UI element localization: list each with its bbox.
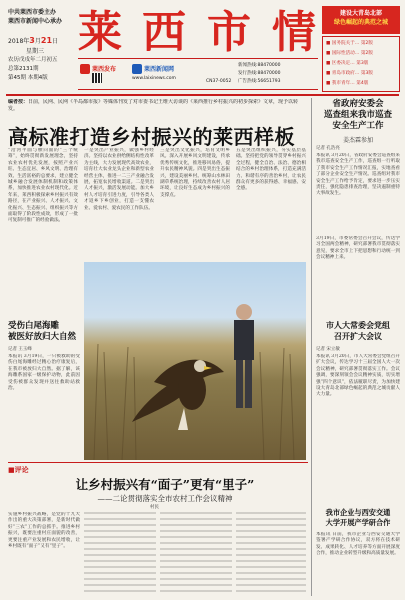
comment-label-text: 评论	[14, 466, 29, 474]
website-url[interactable]: www.laixinews.com	[132, 76, 176, 81]
promo-banner	[322, 6, 400, 34]
comment-col-4	[236, 512, 306, 594]
comment-byline: 村民	[150, 505, 159, 510]
comment-subhead: ——二论贯彻落实全市农村工作会议精神	[97, 494, 233, 503]
hotline-news-label: 新闻热线:	[238, 63, 258, 68]
hotline-dist	[238, 70, 280, 78]
right-bottom-headline-2: 大学开展产学研合作	[325, 518, 391, 527]
right-bottom-body: 本报讯 日前，我市企业与西安交通大学签署产学研合作协议，双方将在技术研发、成果转化、人才培养等方面开展深度合作，推动企业转型升级和高质量发展。	[316, 532, 400, 557]
eagle-headline-1: 受伤白尾海雕	[8, 321, 60, 331]
lead-article-col-2: 一是突出产业振兴，做强乡村经济。坚持以农业供给侧结构性改革为主线，大力发展现代高效农业，培育壮大农业龙头企业和新型农业经营主体，推进一二三产业融合发展，拓宽农民增收渠道。二是突出人才振兴，激活发展动能。加大乡村人才培育引进力度，引导各类人才返乡下乡创业，打造一支懂农业、爱农村、爱农民的工作队伍。	[84, 148, 154, 211]
right-mid-headline-2: 召开扩大会议	[334, 331, 382, 341]
publication-code: CN37-0052	[206, 79, 232, 84]
eagle-headline[interactable]	[8, 321, 80, 343]
index-box	[322, 36, 400, 92]
comment-label-box	[8, 462, 308, 463]
right-top-headline-1: 省政府安委会	[332, 99, 384, 109]
index-item-4[interactable]: ■ 青岛市政府… 第3版	[326, 71, 373, 76]
logo-label-2: 莱西新闻网	[144, 66, 175, 73]
hotline-news-number: 88470000	[257, 63, 281, 68]
right-column-divider	[311, 98, 312, 596]
comment-label: ■评论	[8, 466, 29, 474]
right-top-body-2: 3月19日，市委常委会召开会议，传达学习全国两会精神，研究部署我市贯彻落实意见，要求全市上下把思想和行动统一到会议精神上来。	[316, 236, 400, 261]
laixi-news-logo	[132, 62, 202, 86]
eagle-byline: 记者 王玉峰	[8, 347, 32, 352]
hotline-ad-label: 广告热线:	[238, 79, 258, 84]
right-top-headline-3: 安全生产工作	[332, 121, 384, 131]
editor-note-text: 日前，民网、民网《半岛都市报》等媒体刊发了对市委书记王维大访谈的《莱西推行乡村振兴的初步探索》文章，现予以转发。	[8, 99, 299, 112]
person-figure	[234, 304, 254, 408]
hotline-ad-number: 56651793	[257, 79, 281, 84]
photo-scene	[84, 262, 306, 460]
issue-number: 第45期	[8, 75, 26, 81]
hotline-news	[238, 62, 280, 70]
eagle-photo[interactable]	[84, 262, 306, 460]
issue-total: 总第2131期	[8, 66, 39, 72]
laixi-fabu-logo	[80, 62, 128, 86]
promo-line-2: 绿色崛起的典范之城	[333, 19, 388, 26]
weekday: 星期三	[26, 48, 45, 55]
promo-line-1: 建设大青岛北部	[339, 10, 382, 17]
right-bottom-headline-1: 我市企业与西安交通	[325, 508, 391, 517]
masthead-char-3: 市	[207, 7, 251, 58]
publisher-line-2: 莱西市新闻中心承办	[8, 18, 63, 25]
masthead-title	[78, 2, 316, 58]
comment-headline[interactable]: 让乡村振兴有“面子”更有“里子”	[75, 477, 255, 492]
hotlines	[238, 62, 280, 86]
hotline-dist-number: 88470000	[257, 71, 281, 76]
date-line	[8, 36, 58, 45]
lead-article-col-3: 三是突出文化振兴，培育文明乡风。深入开展乡风文明建设，传承优秀传统文化，推进移风易俗，提升农民精神风貌。四是突出生态振兴，建设美丽乡村。统筹山水林田湖草系统治理，持续改善农村人居环境，让良好生态成为乡村振兴的支撑点。	[160, 148, 230, 198]
qr-code-icon	[92, 73, 102, 83]
hotline-dist-label: 发行热线:	[238, 71, 258, 76]
date-day: 21	[40, 36, 53, 45]
date-year: 2018年	[8, 38, 30, 45]
right-mid-byline: 记者 宋立敏	[316, 347, 340, 352]
date-month-suffix: 月	[34, 38, 41, 45]
right-bottom-headline[interactable]	[316, 508, 400, 528]
editor-note	[8, 99, 308, 119]
eagle-bird	[132, 360, 224, 430]
right-mid-body: 本报讯 3月20日，市人大常委会党组召开扩大会议，传达学习十三届全国人大一次会议精神，研究部署贯彻落实工作。会议强调，要深刻领会会议精神实质，切实增强“四个意识”，依法履职尽责，为加快建设大青岛北部绿色崛起的典范之城贡献人大力量。	[316, 354, 400, 398]
issue-current	[8, 73, 48, 81]
lunar-date: 农历戊戌年二月初五	[8, 57, 58, 63]
masthead-divider	[6, 94, 399, 96]
right-top-body: 本报讯 3月20日，省政府安委会巡查组来我市巡查安全生产工作，巡查组一行听取了我市安全生产工作情况汇报，实地查看了部分企业安全生产情况。巡查组对我市安全生产工作给予肯定，要求进一步压实责任，强化隐患排查治理，坚决遏制重特大事故发生。	[316, 153, 400, 197]
right-mid-headline-1: 市人大常委会党组	[326, 320, 390, 330]
index-item-2[interactable]: ■ 国际性活动… 第2版	[326, 51, 373, 56]
masthead-char-1: 莱	[78, 7, 121, 58]
lead-article-col-4: 五是突出组织振兴，夯实基层基础。坚持把党的领导贯穿乡村振兴全过程，健全自治、法治、德治相结合的乡村治理体系，打造充满活力、和谐有序的善治乡村，让农民群众有更多的获得感、幸福感、安全感。	[236, 148, 306, 192]
hotline-ad	[238, 78, 280, 86]
eagle-body: 本报讯 3月19日，一只被救助的受伤白尾海雕经过精心治疗康复后，在我市被放归大自然。据了解，该海雕系国家一级保护动物，此前因受伤被群众发现并送往救助站救治。	[8, 354, 80, 392]
right-top-byline: 记者 孔浩亮	[316, 146, 340, 151]
comment-col-3	[160, 512, 232, 594]
publisher-line-1: 中共莱西市委主办	[8, 9, 57, 16]
index-item-5[interactable]: ■ 我市青年… 第4版	[326, 81, 369, 86]
logo-icon-2	[132, 64, 142, 74]
masthead-char-4: 情	[272, 7, 316, 58]
eagle-headline-2: 被医好放归大自然	[8, 332, 77, 342]
right-mid-headline[interactable]	[316, 320, 400, 342]
lead-article-col-1: “沿河平面与横向面的“三个统筹”，始终贯彻新发展理念，坚持农业农村优先发展，按照产业兴旺、生态宜居、乡风文明、治理有效、生活富裕的总要求，建立健全城乡融合发展体制机制和政策体系，加快推进农业农村现代化。近年来，莱西积极探索乡村振兴有效路径，在产业振兴、人才振兴、文化振兴、生态振兴、组织振兴等方面取得了阶段性成效，形成了一批可复制可推广的经验做法。	[8, 148, 78, 224]
index-item-1[interactable]: ■ 国务院关于… 第2版	[326, 41, 373, 46]
editor-note-label: 编者按：	[8, 99, 29, 105]
right-top-headline[interactable]	[316, 99, 400, 132]
date-month: 3	[29, 36, 35, 45]
logo-icon-1	[80, 64, 90, 74]
index-item-3[interactable]: ■ 区委决定… 第3版	[326, 61, 369, 66]
date-day-suffix: 日	[52, 38, 59, 45]
page-count: 本期4版	[27, 75, 48, 81]
comment-col-1: 实施乡村振兴战略，是党的十九大作出的重大决策部署，是新时代做好“三农”工作的总抓手。推进乡村振兴，既要注重村庄面貌的改善，更要注重产业发展和农民增收，让乡村既有“面子”又有“里子”。	[8, 512, 80, 550]
info-strip	[78, 58, 318, 90]
logo-label-1: 莱西发布	[92, 66, 117, 73]
right-top-subhead: 姜杰霖参加	[342, 137, 373, 144]
right-top-headline-2: 巡查组来我市巡查	[323, 110, 392, 120]
masthead-char-2: 西	[142, 7, 186, 58]
comment-col-2	[84, 512, 156, 594]
lead-headline[interactable]: 高标准打造乡村振兴的莱西样板	[8, 125, 295, 149]
